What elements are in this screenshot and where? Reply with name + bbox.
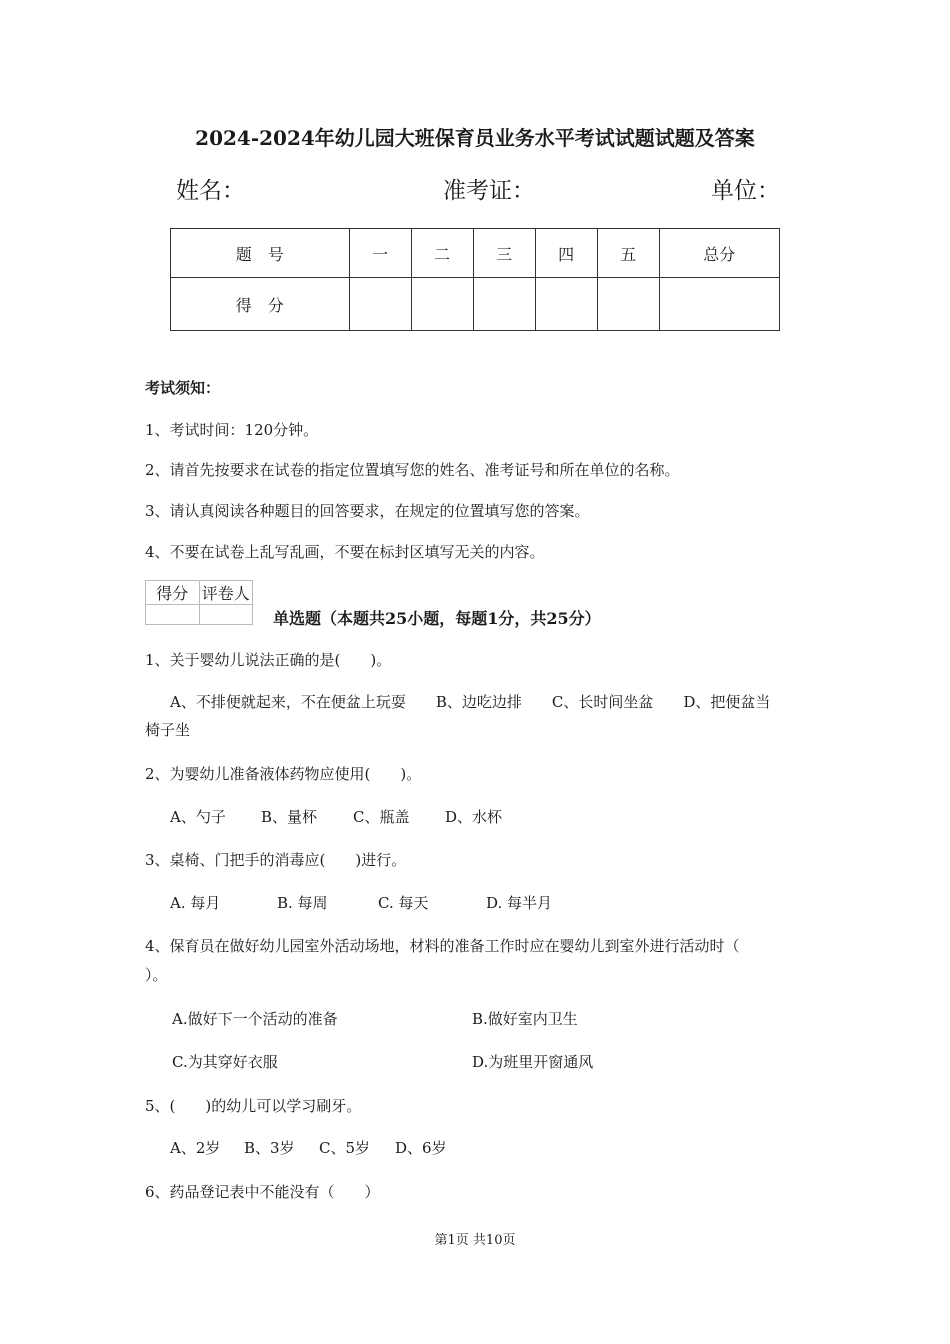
grader-reviewer-label: 评卷人 bbox=[199, 581, 253, 605]
exam-id-field-label: 准考证： bbox=[443, 178, 535, 204]
question-3-option-b: B. 每周 bbox=[277, 894, 328, 912]
question-4-option-c: C.为其穿好衣服 bbox=[172, 1053, 278, 1071]
question-2-stem: 2、为婴幼儿准备液体药物应使用( )。 bbox=[145, 765, 422, 783]
score-cell-1[interactable] bbox=[349, 278, 411, 331]
question-5-option-c: C、5岁 bbox=[319, 1139, 371, 1157]
unit-field-label: 单位： bbox=[711, 178, 780, 204]
question-4-option-a: A.做好下一个活动的准备 bbox=[172, 1010, 338, 1028]
header-cell-1: 一 bbox=[349, 229, 411, 278]
score-table bbox=[170, 228, 780, 331]
score-cell-4[interactable] bbox=[535, 278, 597, 331]
section-title: 单选题（本题共25小题，每题1分，共25分） bbox=[273, 609, 601, 628]
grader-reviewer-cell[interactable] bbox=[199, 605, 253, 625]
question-2-option-d: D、水杯 bbox=[445, 808, 503, 826]
question-3-stem: 3、桌椅、门把手的消毒应( )进行。 bbox=[145, 851, 407, 869]
document-title: 2024-2024年幼儿园大班保育员业务水平考试试题试题及答案 bbox=[195, 126, 755, 150]
score-cell-total[interactable] bbox=[659, 278, 779, 331]
question-5-option-a: A、2岁 bbox=[170, 1139, 221, 1157]
notice-item: 1、考试时间：120分钟。 bbox=[145, 421, 319, 439]
question-3-option-a: A. 每月 bbox=[170, 894, 221, 912]
question-5-stem: 5、( )的幼儿可以学习刷牙。 bbox=[145, 1097, 362, 1115]
question-2-option-a: A、勺子 bbox=[170, 808, 226, 826]
question-5-option-d: D、6岁 bbox=[395, 1139, 447, 1157]
question-4-option-d: D.为班里开窗通风 bbox=[472, 1053, 594, 1071]
question-4-stem: 4、保育员在做好幼儿园室外活动场地，材料的准备工作时应在婴幼儿到室外进行活动时（ bbox=[145, 937, 740, 955]
score-row-label: 得 分 bbox=[171, 278, 350, 331]
grader-score-label: 得分 bbox=[146, 581, 200, 605]
question-2-option-c: C、瓶盖 bbox=[353, 808, 410, 826]
question-2-option-b: B、量杯 bbox=[261, 808, 318, 826]
grader-box bbox=[145, 580, 253, 625]
question-4-option-b: B.做好室内卫生 bbox=[472, 1010, 578, 1028]
page-footer: 第1页 共10页 bbox=[434, 1233, 516, 1248]
question-3-option-d: D. 每半月 bbox=[486, 894, 553, 912]
question-4-stem-cont: ）。 bbox=[145, 966, 168, 984]
score-table-header-row bbox=[171, 229, 780, 278]
question-5-option-b: B、3岁 bbox=[244, 1139, 295, 1157]
header-cell-5: 五 bbox=[597, 229, 659, 278]
question-1-options-cont: 椅子坐 bbox=[145, 721, 191, 739]
notice-item: 3、请认真阅读各种题目的回答要求，在规定的位置填写您的答案。 bbox=[145, 502, 590, 520]
header-cell-label: 题 号 bbox=[171, 229, 350, 278]
score-cell-3[interactable] bbox=[473, 278, 535, 331]
notice-item: 4、不要在试卷上乱写乱画，不要在标封区填写无关的内容。 bbox=[145, 543, 545, 561]
name-field-label: 姓名： bbox=[176, 178, 245, 204]
header-cell-total: 总分 bbox=[659, 229, 779, 278]
notice-item: 2、请首先按要求在试卷的指定位置填写您的姓名、准考证号和所在单位的名称。 bbox=[145, 461, 680, 479]
header-cell-4: 四 bbox=[535, 229, 597, 278]
question-6-stem: 6、药品登记表中不能没有（ ） bbox=[145, 1183, 380, 1201]
header-cell-3: 三 bbox=[473, 229, 535, 278]
score-cell-2[interactable] bbox=[411, 278, 473, 331]
grader-score-cell[interactable] bbox=[146, 605, 200, 625]
notice-title: 考试须知： bbox=[145, 379, 221, 397]
question-1-options: A、不排便就起来，不在便盆上玩耍 B、边吃边排 C、长时间坐盆 D、把便盆当 bbox=[170, 693, 771, 711]
score-table-score-row bbox=[171, 278, 780, 331]
header-cell-2: 二 bbox=[411, 229, 473, 278]
question-3-option-c: C. 每天 bbox=[378, 894, 429, 912]
question-1-stem: 1、关于婴幼儿说法正确的是( )。 bbox=[145, 651, 392, 669]
score-cell-5[interactable] bbox=[597, 278, 659, 331]
